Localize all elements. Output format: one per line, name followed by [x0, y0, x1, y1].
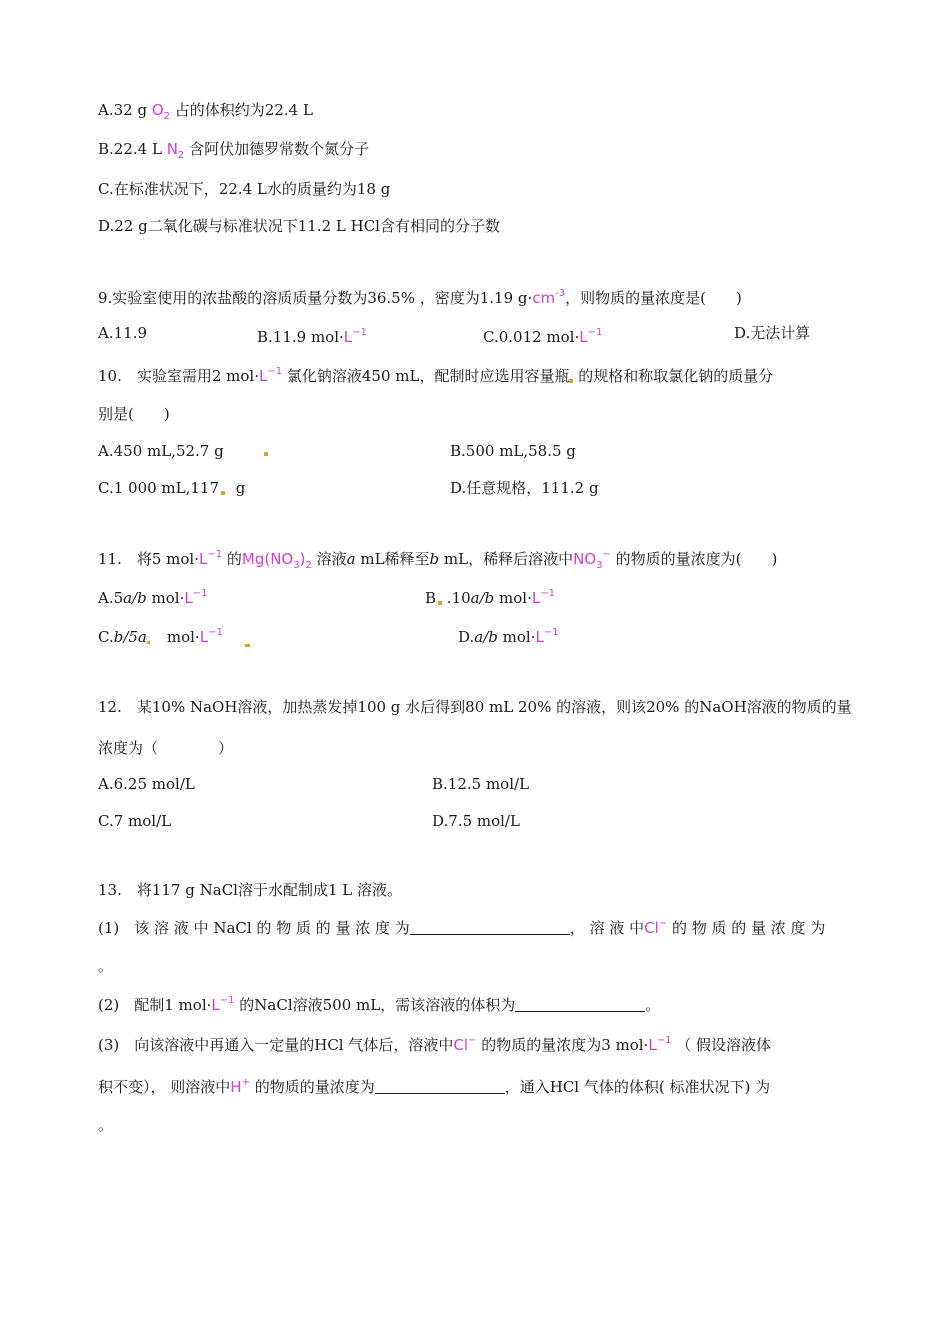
formula-l-1 [184, 589, 207, 607]
variable-b: b [429, 550, 440, 568]
formula-symbol: Cl [644, 919, 659, 937]
option-text: C.1 000 mL,117 [98, 479, 220, 497]
q11-option-b [425, 584, 555, 608]
unit-symbol: L [184, 589, 193, 607]
option-text: mol· [151, 628, 200, 646]
formula-l-1 [535, 628, 558, 646]
q10-option-b: B.500 mL,58.5 g [450, 442, 576, 460]
part-text: (3) 向该溶液中再通入一定量的HCl 气体后，溶液中 [98, 1036, 454, 1054]
q10-option-d: D.任意规格，111.2 g [450, 479, 599, 497]
part-text: (1) 该 溶 液 中 NaCl 的 物 质 的 量 浓 度 为 [98, 919, 410, 937]
formula-subscript: 2 [305, 560, 312, 571]
q10-stem-line2: 别是( ) [98, 405, 170, 423]
q12-option-c: C.7 mol/L [98, 812, 172, 830]
unit-symbol: L [648, 1036, 657, 1054]
q13-part3 [98, 1031, 771, 1055]
q9-stem [98, 284, 742, 308]
formula-h-ion [230, 1078, 250, 1096]
formula-superscript: − [602, 549, 611, 560]
formula-no3-ion [573, 549, 611, 571]
q9-option-a: A.11.9 [98, 324, 147, 342]
formula-symbol: O [151, 101, 164, 119]
stem-text: 10. 实验室需用2 mol· [98, 367, 259, 385]
unit-superscript: −1 [192, 588, 208, 599]
unit-symbol: L [199, 550, 208, 568]
q12-stem: 12. 某10% NaOH溶液，加热蒸发掉100 g 水后得到80 mL 20% 的溶液，则该20% 的NaOH溶液的物质的量 [98, 698, 852, 716]
part-text: ， 溶 液 中 [569, 919, 645, 937]
formula-cl-ion [644, 919, 667, 937]
option-variable: a/b [474, 628, 498, 646]
option-text: .10 [442, 589, 471, 607]
answer-blank[interactable] [375, 1079, 505, 1094]
q9-option-d: D.无法计算 [734, 324, 811, 342]
unit-symbol: L [199, 628, 209, 646]
option-text: A.5 [98, 589, 124, 607]
option-text: mol· [494, 589, 532, 607]
formula-symbol: N [166, 140, 178, 158]
option-text: mol· [146, 589, 185, 607]
option-text: B [425, 589, 437, 607]
formula-l-1 [200, 628, 223, 646]
option-text: 占的体积约为22.4 L [170, 101, 313, 119]
q8-option-c: C.在标准状况下，22.4 L水的质量约为18 g [98, 180, 391, 198]
formula-superscript: − [658, 918, 668, 929]
formula-o2 [151, 101, 171, 122]
option-text: A.32 g [98, 101, 152, 119]
formula-subscript: 2 [163, 111, 171, 122]
q13-part1 [98, 914, 825, 938]
part-text: 的NaCl溶液500 mL，需该溶液的体积为 [234, 996, 516, 1014]
formula-l-1 [211, 996, 234, 1014]
q8-option-b [98, 139, 369, 166]
option-variable: a/b [470, 589, 495, 607]
unit-superscript: -3 [555, 288, 566, 299]
q13-part1-end: 。 [98, 957, 114, 975]
q10-stem [98, 362, 773, 386]
q11-option-c [98, 623, 250, 647]
unit-symbol: L [343, 328, 353, 346]
q11-stem [98, 545, 777, 576]
q8-option-d: D.22 g二氧化碳与标准状况下11.2 L HCl含有相同的分子数 [98, 217, 500, 235]
formula-l-1 [199, 550, 222, 568]
unit-superscript: −1 [656, 1035, 672, 1046]
formula-subscript: 2 [177, 150, 185, 161]
q9-option-c [483, 323, 602, 347]
variable-a: a [346, 550, 356, 568]
q11-option-d [458, 623, 559, 647]
stem-text: 的 [222, 550, 242, 568]
answer-blank[interactable] [410, 920, 570, 935]
unit-superscript: −1 [587, 327, 603, 338]
formula-symbol: Cl [453, 1036, 469, 1054]
option-text: 含阿伏加德罗常数个氮分子 [184, 140, 370, 158]
unit-superscript: −1 [543, 627, 559, 638]
formula-mg-no3-2 [241, 550, 312, 571]
formula-subscript: 3 [596, 560, 603, 571]
marker-dot [245, 644, 250, 647]
option-text: C.0.012 mol· [483, 328, 580, 346]
marker-dot [221, 491, 225, 495]
part-text: (2) 配制1 mol· [98, 996, 212, 1014]
stem-text: mL稀释至 [355, 550, 430, 568]
q13-part3-end: 。 [98, 1116, 114, 1134]
option-text: B.11.9 mol· [257, 328, 344, 346]
option-variable: a/b [123, 589, 147, 607]
q12-option-d: D.7.5 mol/L [432, 812, 520, 830]
formula-symbol: NO [573, 550, 597, 568]
unit-superscript: −1 [267, 366, 283, 377]
part-text: 。 [645, 996, 661, 1014]
unit-superscript: −1 [352, 327, 367, 338]
formula-subscript: 3 [293, 560, 300, 571]
stem-text: 氯化钠溶液450 mL，配制时应选用容量瓶 [282, 367, 570, 385]
unit-superscript: −1 [219, 995, 235, 1006]
stem-text: 11. 将5 mol· [98, 550, 199, 568]
formula-symbol: Mg(NO [241, 550, 294, 568]
formula-superscript: + [241, 1077, 250, 1088]
option-text: D. [458, 628, 475, 646]
q11-option-a [98, 584, 207, 608]
answer-blank[interactable] [515, 997, 645, 1012]
part-text: （ 假设溶液体 [671, 1036, 771, 1054]
formula-l-1 [648, 1036, 671, 1054]
formula-symbol: ) [299, 550, 306, 568]
stem-text: mL，稀释后溶液中 [439, 550, 574, 568]
formula-l-1 [259, 367, 282, 385]
formula-n2 [166, 140, 185, 161]
option-variable: b/5a [113, 628, 147, 646]
unit-symbol: L [259, 367, 268, 385]
formula-cl-ion [453, 1036, 476, 1054]
part-text: 的 物 质 的 量 浓 度 为 [667, 919, 826, 937]
unit-superscript: −1 [207, 549, 223, 560]
q12-option-a: A.6.25 mol/L [98, 775, 195, 793]
option-text: B.22.4 L [98, 140, 167, 158]
q10-option-a: A.450 mL,52.7 g [98, 442, 224, 460]
q12-option-b: B.12.5 mol/L [432, 775, 530, 793]
unit-symbol: L [535, 628, 544, 646]
stem-text: 9.实验室使用的浓盐酸的溶质质量分数为36.5% ，密度为1.19 g· [98, 289, 533, 307]
part-text: 的物质的量浓度为 [249, 1078, 375, 1096]
q9-option-b [257, 323, 367, 347]
q10-option-c [98, 478, 245, 498]
formula-l-1 [579, 328, 602, 346]
unit-symbol: L [211, 996, 220, 1014]
option-text: mol· [497, 628, 536, 646]
unit-superscript: −1 [540, 588, 555, 599]
q8-option-a [98, 100, 313, 127]
formula-superscript: − [468, 1035, 477, 1046]
q13-part3-line2 [98, 1073, 770, 1097]
unit-symbol: cm [532, 289, 556, 307]
part-text: 积不变）， 则溶液中 [98, 1078, 231, 1096]
q13-stem: 13. 将117 g NaCl溶于水配制成1 L 溶液。 [98, 881, 403, 899]
formula-symbol: H [230, 1078, 242, 1096]
stem-text: 溶液 [311, 550, 347, 568]
formula-l-1 [344, 328, 367, 346]
part-text: ，通入HCl 气体的体积( 标准状况下) 为 [504, 1078, 771, 1096]
option-text: C. [98, 628, 114, 646]
stem-text: ，则物质的量浓度是( ) [565, 289, 742, 307]
part-text: 的物质的量浓度为3 mol· [476, 1036, 649, 1054]
q13-part2 [98, 991, 660, 1015]
marker-dot [147, 641, 150, 644]
stem-text: 的物质的量浓度为( ) [610, 550, 778, 568]
formula-l-1 [532, 589, 555, 607]
option-text: g [231, 479, 246, 497]
unit-symbol: L [531, 589, 541, 607]
stem-text: 的规格和称取氯化钠的质量分 [573, 367, 774, 385]
unit-symbol: L [579, 328, 588, 346]
unit-superscript: −1 [208, 627, 223, 638]
q12-stem-line2: 浓度为（ ） [98, 739, 234, 757]
formula-cm-3 [532, 289, 565, 307]
marker-dot [264, 452, 268, 456]
